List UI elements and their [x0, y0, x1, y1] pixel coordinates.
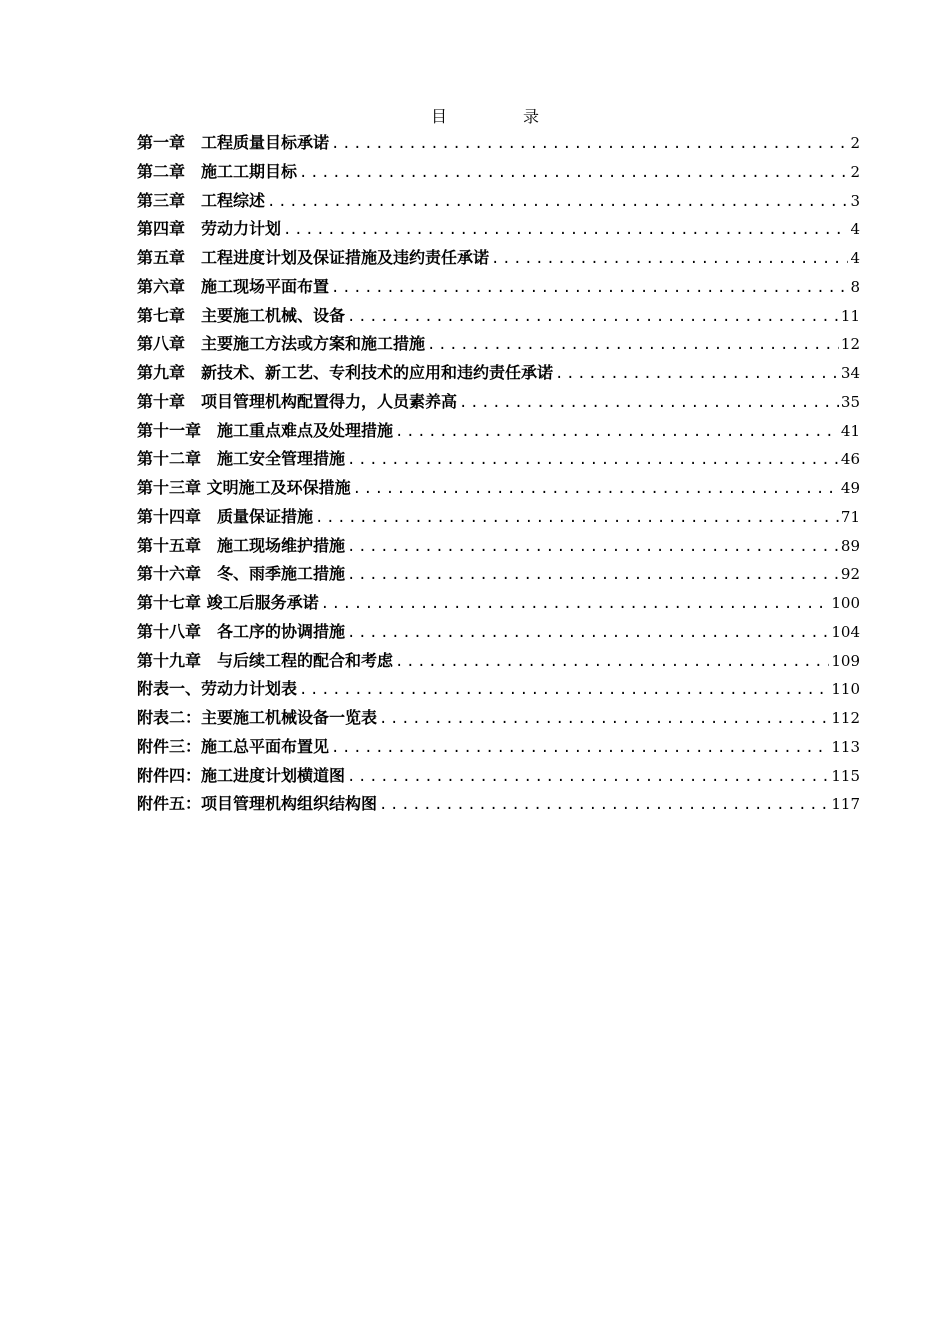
toc-page-number: 71 — [840, 507, 860, 526]
toc-page-number: 89 — [840, 536, 860, 555]
toc-chapter-label: 第十七章 — [137, 593, 202, 612]
toc-title: 项目管理机构组织结构图 — [201, 794, 378, 814]
toc-chapter-label: 第十六章 — [137, 564, 202, 584]
toc-page-number: 110 — [831, 680, 860, 699]
toc-dot-leader — [555, 366, 839, 382]
toc-title: 施工工期目标 — [201, 161, 298, 181]
toc-title: 各工序的协调措施 — [217, 621, 346, 641]
toc-title: 施工现场维护措施 — [217, 535, 346, 555]
toc-dot-leader — [321, 596, 830, 612]
toc-page-number: 104 — [831, 622, 860, 641]
toc-page-number: 112 — [831, 709, 860, 727]
toc-dot-leader — [283, 222, 848, 238]
toc-dot-leader — [299, 165, 848, 181]
toc-title: 劳动力计划表 — [201, 679, 298, 699]
toc-gap — [185, 389, 201, 412]
toc-dot-leader — [347, 567, 839, 583]
toc-title: 施工进度计划横道图 — [201, 765, 346, 785]
toc-chapter-label: 第十五章 — [137, 535, 202, 555]
page-title: 目 录 — [430, 107, 569, 126]
toc-chapter-label: 附件五： — [137, 794, 202, 814]
toc-chapter-label: 第七章 — [137, 305, 186, 325]
toc-title: 主要施工机械设备一览表 — [201, 708, 378, 727]
toc-page-number: 46 — [840, 450, 860, 469]
toc-title: 新技术、新工艺、专利技术的应用和违约责任承诺 — [201, 363, 554, 382]
toc-entry[interactable] — [137, 734, 860, 763]
toc-page-number: 3 — [850, 191, 860, 210]
toc-entry[interactable] — [137, 676, 860, 705]
toc-dot-leader — [347, 452, 839, 468]
toc-gap — [201, 418, 217, 441]
toc-chapter-label: 第十章 — [137, 391, 186, 411]
toc-page-number: 115 — [831, 766, 860, 785]
toc-page-number: 35 — [840, 392, 860, 411]
toc-title: 工程进度计划及保证措施及违约责任承诺 — [201, 248, 490, 267]
toc-entry[interactable] — [137, 533, 860, 562]
toc-entry[interactable] — [137, 619, 860, 648]
toc-entry[interactable] — [137, 504, 860, 533]
toc-page-number: 109 — [831, 651, 860, 670]
toc-page-number: 11 — [840, 306, 860, 325]
toc-page-number: 49 — [840, 479, 860, 497]
toc-entry[interactable] — [137, 216, 860, 245]
toc-chapter-label: 第五章 — [137, 248, 186, 267]
toc-gap — [201, 619, 217, 642]
toc-page-number: 113 — [831, 737, 860, 756]
toc-chapter-label: 附件四： — [137, 765, 202, 785]
toc-entry[interactable] — [137, 791, 860, 820]
toc-gap — [201, 504, 217, 527]
toc-gap — [185, 130, 201, 153]
toc-title: 工程质量目标承诺 — [201, 133, 330, 152]
toc-chapter-label: 附件三： — [137, 736, 202, 756]
toc-entry[interactable] — [137, 446, 860, 475]
toc-dot-leader — [459, 395, 839, 411]
toc-gap — [201, 648, 217, 671]
toc-chapter-label: 第十九章 — [137, 650, 202, 670]
toc-title: 质量保证措施 — [217, 506, 314, 526]
toc-dot-leader — [331, 136, 848, 152]
toc-dot-leader — [347, 625, 829, 641]
toc-title: 工程综述 — [201, 190, 266, 210]
toc-chapter-label: 附表二： — [137, 708, 202, 727]
toc-gap — [201, 561, 217, 584]
toc-chapter-label: 第十八章 — [137, 621, 202, 641]
toc-title: 施工总平面布置见 — [201, 736, 330, 756]
toc-chapter-label: 第十三章 — [137, 478, 202, 497]
toc-entry[interactable] — [137, 389, 860, 418]
toc-gap — [185, 331, 201, 354]
toc-title: 与后续工程的配合和考虑 — [217, 650, 394, 670]
toc-title: 施工现场平面布置 — [201, 276, 330, 296]
toc-entry[interactable] — [137, 188, 860, 217]
toc-chapter-label: 第四章 — [137, 219, 186, 239]
toc-entry[interactable] — [137, 561, 860, 590]
toc-entry[interactable] — [137, 648, 860, 677]
toc-page-number: 100 — [831, 594, 860, 612]
toc-gap — [185, 274, 201, 297]
toc-title: 劳动力计划 — [201, 219, 282, 239]
toc-entry[interactable] — [137, 331, 860, 360]
toc-chapter-label: 附表一、 — [137, 679, 202, 699]
toc-entry[interactable] — [137, 705, 860, 734]
toc-gap — [185, 159, 201, 182]
toc-entry[interactable] — [137, 130, 860, 159]
toc-title: 施工安全管理措施 — [217, 449, 346, 469]
toc-dot-leader — [395, 654, 829, 670]
toc-page-number: 2 — [850, 134, 860, 152]
table-of-contents — [137, 130, 860, 820]
toc-dot-leader — [347, 769, 829, 785]
toc-entry[interactable] — [137, 303, 860, 332]
toc-dot-leader — [427, 337, 839, 353]
toc-title: 竣工后服务承诺 — [206, 593, 319, 612]
toc-entry[interactable] — [137, 159, 860, 188]
toc-dot-leader — [347, 309, 839, 325]
toc-entry[interactable] — [137, 360, 860, 389]
toc-entry[interactable] — [137, 418, 860, 447]
toc-dot-leader — [353, 481, 839, 497]
toc-page-number: 34 — [840, 364, 860, 382]
toc-gap — [201, 446, 217, 469]
toc-dot-leader — [395, 424, 839, 440]
toc-dot-leader — [315, 510, 839, 526]
toc-chapter-label: 第一章 — [137, 133, 186, 152]
toc-gap — [185, 216, 201, 239]
toc-entry[interactable] — [137, 245, 860, 274]
toc-page-number: 4 — [850, 220, 860, 239]
toc-chapter-label: 第九章 — [137, 363, 186, 382]
toc-gap — [185, 360, 201, 383]
toc-chapter-label: 第十四章 — [137, 506, 202, 526]
toc-entry[interactable] — [137, 590, 860, 619]
toc-entry[interactable] — [137, 475, 860, 504]
toc-dot-leader — [379, 711, 829, 727]
toc-page-number: 8 — [850, 277, 860, 296]
toc-gap — [185, 303, 201, 326]
toc-entry[interactable] — [137, 763, 860, 792]
toc-page-number: 12 — [840, 335, 860, 354]
toc-dot-leader — [331, 280, 848, 296]
toc-page-number: 92 — [840, 565, 860, 584]
toc-chapter-label: 第六章 — [137, 276, 186, 296]
toc-dot-leader — [299, 682, 829, 698]
toc-title: 项目管理机构配置得力，人员素养高 — [201, 391, 458, 411]
toc-chapter-label: 第八章 — [137, 334, 186, 354]
toc-chapter-label: 第三章 — [137, 190, 186, 210]
toc-chapter-label: 第二章 — [137, 161, 186, 181]
toc-page-number: 2 — [850, 162, 860, 181]
toc-title: 冬、雨季施工措施 — [217, 564, 346, 584]
toc-title: 文明施工及环保措施 — [206, 478, 351, 497]
toc-dot-leader — [491, 251, 848, 267]
toc-dot-leader — [347, 539, 839, 555]
toc-page-number: 4 — [850, 249, 860, 267]
toc-gap — [185, 188, 201, 211]
toc-title: 主要施工机械、设备 — [201, 305, 346, 325]
toc-dot-leader — [331, 740, 829, 756]
toc-dot-leader — [267, 194, 848, 210]
toc-chapter-label: 第十一章 — [137, 420, 202, 440]
toc-entry[interactable] — [137, 274, 860, 303]
toc-page-number: 41 — [840, 421, 860, 440]
toc-dot-leader — [379, 797, 829, 813]
toc-gap — [185, 245, 201, 268]
toc-page-number: 117 — [831, 795, 860, 814]
toc-chapter-label: 第十二章 — [137, 449, 202, 469]
toc-gap — [201, 533, 217, 556]
toc-title: 施工重点难点及处理措施 — [217, 420, 394, 440]
toc-title: 主要施工方法或方案和施工措施 — [201, 334, 426, 354]
